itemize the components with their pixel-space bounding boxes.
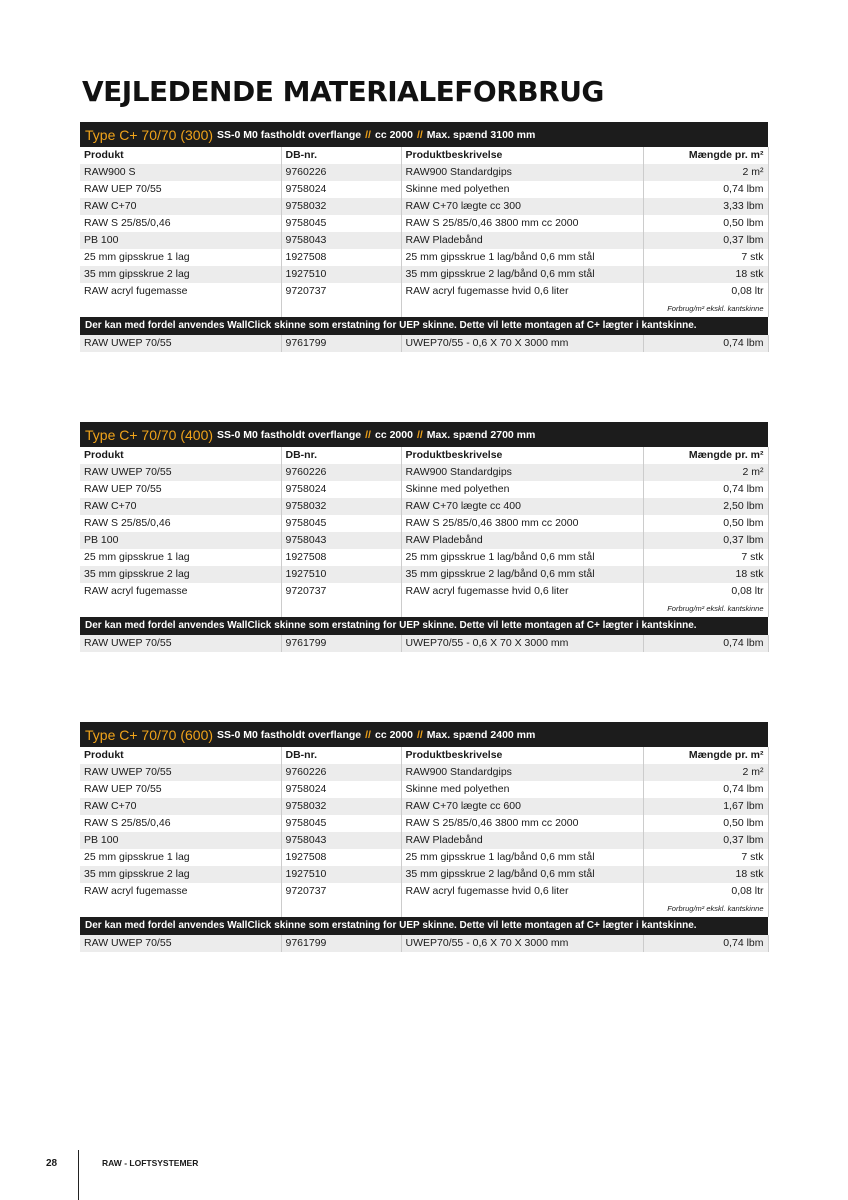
empty-cell — [281, 300, 401, 317]
section-desc-cc: cc 2000 — [374, 728, 413, 741]
db-number: 9758032 — [281, 498, 401, 515]
db-number: 1927510 — [281, 266, 401, 283]
product-name: PB 100 — [80, 232, 281, 249]
empty-cell — [80, 600, 281, 617]
material-table — [80, 147, 769, 317]
material-table — [80, 747, 769, 917]
product-name: PB 100 — [80, 832, 281, 849]
table-row — [80, 215, 768, 232]
db-number: 9758043 — [281, 232, 401, 249]
table-row — [80, 764, 768, 781]
quantity: 0,50 lbm — [643, 515, 768, 532]
product-description: RAW Pladebånd — [401, 232, 643, 249]
db-number: 9758045 — [281, 215, 401, 232]
db-number: 1927510 — [281, 566, 401, 583]
db-number: 9758043 — [281, 832, 401, 849]
db-number: 9761799 — [281, 935, 401, 952]
product-description: Skinne med polyethen — [401, 481, 643, 498]
quantity: 0,74 lbm — [643, 935, 768, 952]
note-row — [80, 300, 768, 317]
product-name: RAW S 25/85/0,46 — [80, 815, 281, 832]
section-desc-span: Max. spænd 2700 mm — [426, 428, 536, 441]
db-number: 1927508 — [281, 549, 401, 566]
table-row — [80, 798, 768, 815]
product-description: RAW900 Standardgips — [401, 464, 643, 481]
section-desc-cc: cc 2000 — [374, 128, 413, 141]
product-name: RAW UWEP 70/55 — [80, 335, 281, 352]
section-type-label: Type C+ 70/70 (400) — [85, 426, 214, 443]
table-row — [80, 832, 768, 849]
quantity: 18 stk — [643, 566, 768, 583]
table-row — [80, 532, 768, 549]
header-description: Produktbeskrivelse — [401, 447, 643, 464]
quantity: 7 stk — [643, 549, 768, 566]
db-number: 9758024 — [281, 481, 401, 498]
quantity: 0,08 ltr — [643, 283, 768, 300]
product-description: Skinne med polyethen — [401, 781, 643, 798]
product-name: 25 mm gipsskrue 1 lag — [80, 849, 281, 866]
extra-table — [80, 335, 769, 352]
empty-cell — [401, 600, 643, 617]
product-description: RAW C+70 lægte cc 300 — [401, 198, 643, 215]
consumption-note: Forbrug/m² ekskl. kantskinne — [667, 904, 764, 913]
header-description: Produktbeskrivelse — [401, 147, 643, 164]
extra-table — [80, 935, 769, 952]
product-name: RAW S 25/85/0,46 — [80, 215, 281, 232]
quantity: 1,67 lbm — [643, 798, 768, 815]
db-number: 9758024 — [281, 781, 401, 798]
product-description: UWEP70/55 - 0,6 X 70 X 3000 mm — [401, 935, 643, 952]
section-type-label: Type C+ 70/70 (600) — [85, 726, 214, 743]
product-description: RAW acryl fugemasse hvid 0,6 liter — [401, 583, 643, 600]
table-row — [80, 583, 768, 600]
quantity: 7 stk — [643, 249, 768, 266]
product-description: RAW acryl fugemasse hvid 0,6 liter — [401, 883, 643, 900]
separator: // — [365, 128, 371, 141]
table-row — [80, 781, 768, 798]
quantity: 2,50 lbm — [643, 498, 768, 515]
wallclick-banner: Der kan med fordel anvendes WallClick skinne som erstatning for UEP skinne. Dette vil lette montagen af C+ lægter i kantskinne. — [80, 617, 768, 635]
header-db-number: DB-nr. — [281, 147, 401, 164]
db-number: 9761799 — [281, 335, 401, 352]
separator: // — [416, 428, 423, 441]
table-row — [80, 481, 768, 498]
product-description: RAW S 25/85/0,46 3800 mm cc 2000 — [401, 215, 643, 232]
footer-label: RAW - LOFTSYSTEMER — [102, 1158, 199, 1168]
db-number: 9758043 — [281, 532, 401, 549]
separator: // — [416, 728, 423, 741]
product-name: 35 mm gipsskrue 2 lag — [80, 566, 281, 583]
quantity: 18 stk — [643, 866, 768, 883]
table-row — [80, 249, 768, 266]
table-row — [80, 181, 768, 198]
quantity: 18 stk — [643, 266, 768, 283]
db-number: 9758024 — [281, 181, 401, 198]
product-description: 35 mm gipsskrue 2 lag/bånd 0,6 mm stål — [401, 266, 643, 283]
db-number: 9720737 — [281, 583, 401, 600]
db-number: 1927508 — [281, 849, 401, 866]
db-number: 1927508 — [281, 249, 401, 266]
material-section-300 — [80, 122, 768, 352]
table-header-row — [80, 747, 768, 764]
wallclick-banner: Der kan med fordel anvendes WallClick skinne som erstatning for UEP skinne. Dette vil lette montagen af C+ lægter i kantskinne. — [80, 917, 768, 935]
product-description: Skinne med polyethen — [401, 181, 643, 198]
table-row — [80, 549, 768, 566]
separator: // — [365, 428, 371, 441]
material-section-600 — [80, 722, 768, 952]
material-table — [80, 447, 769, 617]
db-number: 1927510 — [281, 866, 401, 883]
header-product: Produkt — [80, 447, 281, 464]
product-name: RAW acryl fugemasse — [80, 883, 281, 900]
product-name: RAW UWEP 70/55 — [80, 764, 281, 781]
table-row — [80, 164, 768, 181]
product-description: 35 mm gipsskrue 2 lag/bånd 0,6 mm stål — [401, 566, 643, 583]
header-quantity: Mængde pr. m² — [643, 747, 768, 764]
separator: // — [416, 128, 423, 141]
page-number: 28 — [46, 1158, 58, 1169]
section-desc-surface: SS-0 M0 fastholdt overflange — [217, 428, 362, 441]
product-description: RAW Pladebånd — [401, 832, 643, 849]
product-name: RAW C+70 — [80, 198, 281, 215]
table-row — [80, 464, 768, 481]
header-quantity: Mængde pr. m² — [643, 447, 768, 464]
table-row — [80, 515, 768, 532]
table-row — [80, 635, 768, 652]
empty-cell — [281, 900, 401, 917]
quantity: 0,37 lbm — [643, 532, 768, 549]
product-name: 25 mm gipsskrue 1 lag — [80, 249, 281, 266]
section-desc-surface: SS-0 M0 fastholdt overflange — [217, 728, 362, 741]
product-name: RAW S 25/85/0,46 — [80, 515, 281, 532]
product-name: PB 100 — [80, 532, 281, 549]
db-number: 9720737 — [281, 883, 401, 900]
product-name: RAW UEP 70/55 — [80, 781, 281, 798]
db-number: 9761799 — [281, 635, 401, 652]
consumption-note-cell — [643, 900, 768, 917]
product-description: RAW C+70 lægte cc 400 — [401, 498, 643, 515]
table-row — [80, 266, 768, 283]
table-row — [80, 498, 768, 515]
header-db-number: DB-nr. — [281, 747, 401, 764]
db-number: 9760226 — [281, 764, 401, 781]
empty-cell — [281, 600, 401, 617]
quantity: 0,50 lbm — [643, 215, 768, 232]
product-name: RAW acryl fugemasse — [80, 283, 281, 300]
consumption-note: Forbrug/m² ekskl. kantskinne — [667, 304, 764, 313]
product-name: 25 mm gipsskrue 1 lag — [80, 549, 281, 566]
quantity: 0,74 lbm — [643, 635, 768, 652]
product-description: RAW C+70 lægte cc 600 — [401, 798, 643, 815]
product-name: RAW UEP 70/55 — [80, 481, 281, 498]
product-name: RAW C+70 — [80, 498, 281, 515]
section-header — [80, 722, 768, 747]
header-product: Produkt — [80, 147, 281, 164]
note-row — [80, 600, 768, 617]
product-description: UWEP70/55 - 0,6 X 70 X 3000 mm — [401, 335, 643, 352]
quantity: 0,08 ltr — [643, 583, 768, 600]
db-number: 9758045 — [281, 815, 401, 832]
quantity: 3,33 lbm — [643, 198, 768, 215]
product-name: 35 mm gipsskrue 2 lag — [80, 266, 281, 283]
product-name: RAW900 S — [80, 164, 281, 181]
product-name: RAW UEP 70/55 — [80, 181, 281, 198]
table-row — [80, 883, 768, 900]
quantity: 0,50 lbm — [643, 815, 768, 832]
product-description: 25 mm gipsskrue 1 lag/bånd 0,6 mm stål — [401, 549, 643, 566]
product-name: RAW C+70 — [80, 798, 281, 815]
wallclick-banner: Der kan med fordel anvendes WallClick skinne som erstatning for UEP skinne. Dette vil lette montagen af C+ lægter i kantskinne. — [80, 317, 768, 335]
quantity: 0,74 lbm — [643, 781, 768, 798]
table-header-row — [80, 147, 768, 164]
product-description: RAW acryl fugemasse hvid 0,6 liter — [401, 283, 643, 300]
quantity: 0,74 lbm — [643, 181, 768, 198]
quantity: 0,74 lbm — [643, 481, 768, 498]
quantity: 2 m² — [643, 464, 768, 481]
product-description: RAW Pladebånd — [401, 532, 643, 549]
quantity: 0,37 lbm — [643, 232, 768, 249]
empty-cell — [401, 300, 643, 317]
table-row — [80, 566, 768, 583]
empty-cell — [401, 900, 643, 917]
product-name: RAW UWEP 70/55 — [80, 935, 281, 952]
page-title: VEJLEDENDE MATERIALEFORBRUG — [82, 75, 604, 108]
material-section-400 — [80, 422, 768, 652]
quantity: 0,37 lbm — [643, 832, 768, 849]
quantity: 7 stk — [643, 849, 768, 866]
section-desc-surface: SS-0 M0 fastholdt overflange — [217, 128, 362, 141]
section-desc-span: Max. spænd 2400 mm — [426, 728, 536, 741]
empty-cell — [80, 300, 281, 317]
product-name: 35 mm gipsskrue 2 lag — [80, 866, 281, 883]
quantity: 2 m² — [643, 764, 768, 781]
quantity: 0,08 ltr — [643, 883, 768, 900]
table-row — [80, 815, 768, 832]
header-quantity: Mængde pr. m² — [643, 147, 768, 164]
empty-cell — [80, 900, 281, 917]
quantity: 0,74 lbm — [643, 335, 768, 352]
section-type-label: Type C+ 70/70 (300) — [85, 126, 214, 143]
product-description: UWEP70/55 - 0,6 X 70 X 3000 mm — [401, 635, 643, 652]
separator: // — [365, 728, 371, 741]
table-row — [80, 849, 768, 866]
product-description: 25 mm gipsskrue 1 lag/bånd 0,6 mm stål — [401, 249, 643, 266]
section-header — [80, 422, 768, 447]
table-header-row — [80, 447, 768, 464]
table-row — [80, 198, 768, 215]
db-number: 9760226 — [281, 464, 401, 481]
table-row — [80, 283, 768, 300]
product-description: RAW900 Standardgips — [401, 164, 643, 181]
db-number: 9760226 — [281, 164, 401, 181]
product-description: RAW900 Standardgips — [401, 764, 643, 781]
extra-table — [80, 635, 769, 652]
table-row — [80, 335, 768, 352]
header-description: Produktbeskrivelse — [401, 747, 643, 764]
product-name: RAW UWEP 70/55 — [80, 464, 281, 481]
db-number: 9720737 — [281, 283, 401, 300]
product-name: RAW acryl fugemasse — [80, 583, 281, 600]
consumption-note: Forbrug/m² ekskl. kantskinne — [667, 604, 764, 613]
header-product: Produkt — [80, 747, 281, 764]
product-name: RAW UWEP 70/55 — [80, 635, 281, 652]
db-number: 9758032 — [281, 198, 401, 215]
table-row — [80, 866, 768, 883]
product-description: 25 mm gipsskrue 1 lag/bånd 0,6 mm stål — [401, 849, 643, 866]
consumption-note-cell — [643, 600, 768, 617]
db-number: 9758045 — [281, 515, 401, 532]
quantity: 2 m² — [643, 164, 768, 181]
section-desc-cc: cc 2000 — [374, 428, 413, 441]
section-desc-span: Max. spænd 3100 mm — [426, 128, 536, 141]
table-row — [80, 232, 768, 249]
section-header — [80, 122, 768, 147]
footer-divider — [78, 1150, 79, 1200]
product-description: 35 mm gipsskrue 2 lag/bånd 0,6 mm stål — [401, 866, 643, 883]
product-description: RAW S 25/85/0,46 3800 mm cc 2000 — [401, 515, 643, 532]
note-row — [80, 900, 768, 917]
header-db-number: DB-nr. — [281, 447, 401, 464]
db-number: 9758032 — [281, 798, 401, 815]
consumption-note-cell — [643, 300, 768, 317]
product-description: RAW S 25/85/0,46 3800 mm cc 2000 — [401, 815, 643, 832]
table-row — [80, 935, 768, 952]
